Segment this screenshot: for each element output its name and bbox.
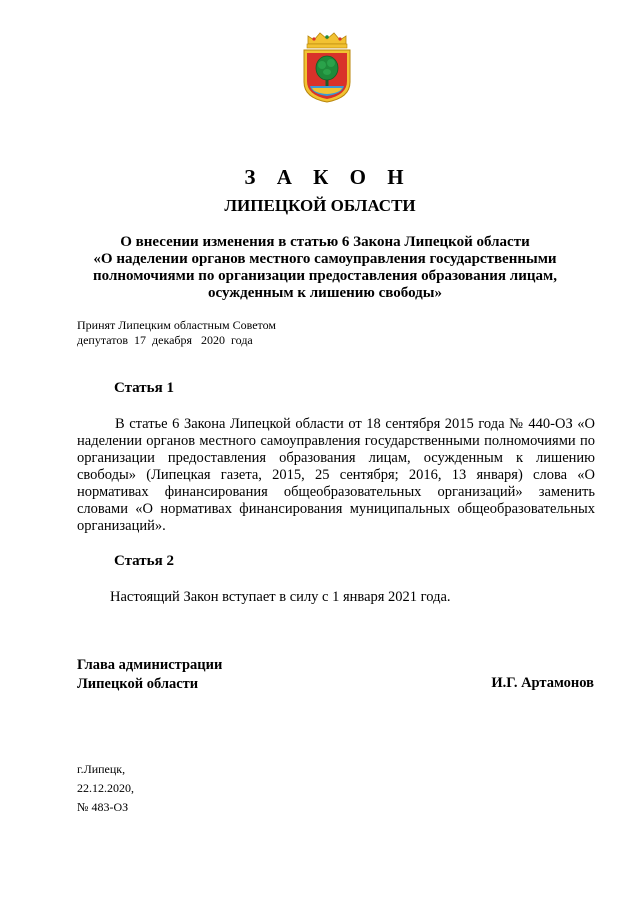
adoption-line: Принят Липецким областным Советом [77,318,276,332]
adoption-line: депутатов 17 декабря 2020 года [77,333,253,347]
signatory-position [77,656,222,694]
subject-line: «О наделении органов местного самоуправления государственными [93,251,557,267]
article-2-heading: Статья 2 [114,553,174,569]
signatory-position-line: Глава администрации [77,657,223,673]
footer-date: 22.12.2020, [77,781,134,795]
lipetsk-oblast-coat-of-arms-icon [300,30,354,104]
footer-number: № 483-ОЗ [77,800,129,814]
article-1-heading: Статья 1 [114,380,174,396]
subject-line: осужденным к лишению свободы» [208,285,442,301]
footer-place: г.Липецк, [77,762,126,776]
adoption-note [77,318,276,348]
law-title: З А К О Н [244,165,412,189]
subject-line: О внесении изменения в статью 6 Закона Липецкой области [120,234,530,250]
article-2-text: Настоящий Закон вступает в силу с 1 января 2021 года. [110,589,451,605]
region-title: ЛИПЕЦКОЙ ОБЛАСТИ [224,196,416,215]
document-footer [77,760,134,817]
article-1-text: В статье 6 Закона Липецкой области от 18 сентября 2015 года № 440-ОЗ «О наделении органов местного самоуправления государственными полномочиями по организации предоставления образования лицам, осужденным к лишению свободы» (Липецкая газета, 2015, 25 сентября; 2016, 13 января) слова «О нормативах финансирования общеобразовательных организаций» заменить словами «О нормативах финансирования муниципальных общеобразовательных организаций». [77,416,595,534]
signatory-name: И.Г. Артамонов [491,675,594,691]
law-subject [70,234,580,302]
subject-line: полномочиями по организации предоставления образования лицам, [93,268,557,284]
signatory-position-line: Липецкой области [77,676,199,692]
